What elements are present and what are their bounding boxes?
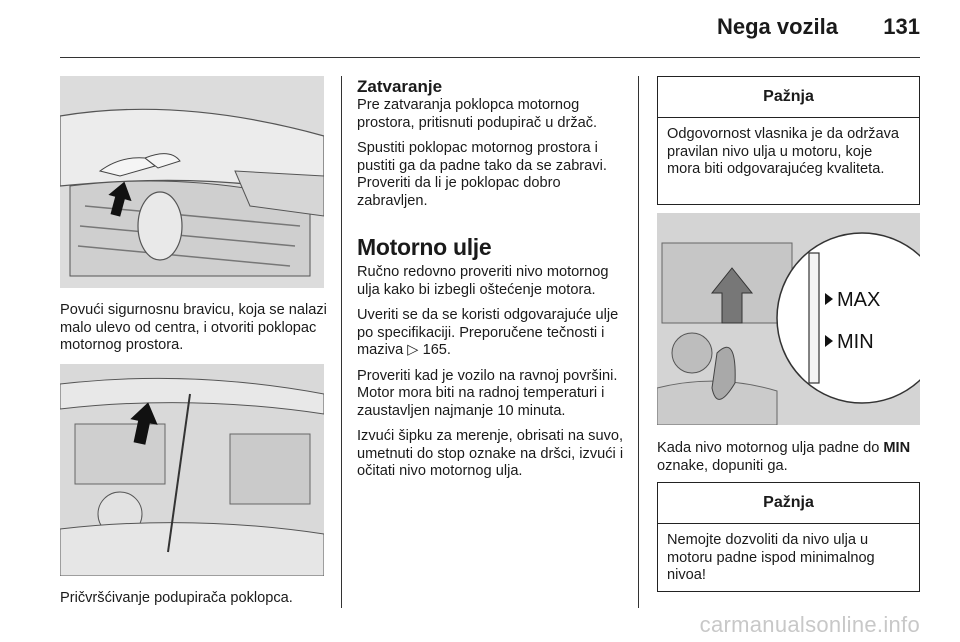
dipstick-figure (657, 213, 920, 425)
page-number: 131 (883, 14, 920, 39)
column-divider-2 (638, 76, 639, 608)
caution-box-2 (657, 482, 920, 592)
header-rule (60, 57, 920, 58)
oil-paragraph-3: Proveriti kad je vozilo na ravnoj površini. Motor mora biti na radnoj temperaturi i zaustavljen najmanje 10 minuta. (357, 367, 618, 419)
closing-text (357, 97, 629, 218)
heading-engine-oil: Motorno ulje (357, 234, 492, 260)
dipstick-min-label: MIN (837, 331, 874, 353)
heading-closing: Zatvaranje (357, 77, 443, 96)
watermark: carmanualsonline.info (699, 612, 920, 637)
engine-oil-text (357, 264, 629, 489)
caution-body-1: Odgovornost vlasnika je da održava pravilan nivo ulja u motoru, koje mora biti odgovarajućeg kvaliteta. (667, 126, 900, 177)
caution-title-1: Pažnja (658, 77, 919, 118)
caution-title-2: Pažnja (658, 483, 919, 524)
column-divider-1 (341, 76, 342, 608)
oil-paragraph-4: Izvući šipku za merenje, obrisati na suvo, umetnuti do stop oznake na dršci, izvući i očitati nivo motornog ulja. (357, 428, 624, 479)
hood-stay-figure (60, 364, 324, 576)
min-level-text: Kada nivo motornog ulja padne do MIN oznake, dopuniti ga. (657, 440, 911, 474)
caution-box-1 (657, 76, 920, 205)
min-keyword: MIN (883, 440, 911, 456)
closing-paragraph-2: Spustiti poklopac motornog prostora i pustiti ga da padne tako da se zabravi. Proveriti da li je poklopac dobro zabravljen. (357, 140, 607, 209)
closing-paragraph-1: Pre zatvaranja poklopca motornog prostora, pritisnuti podupirač u držač. (357, 97, 598, 131)
oil-paragraph-2: Uveriti se da se koristi odgovarajuće ulje po specifikaciji. Preporučene tečnosti i maziva ▷ 165. (357, 307, 619, 358)
oil-paragraph-1: Ručno redovno proveriti nivo motornog ulja kako bi izbegli oštećenje motora. (357, 264, 609, 298)
caption-hood-release: Povući sigurnosnu bravicu, koja se nalazi malo ulevo od centra, i otvoriti poklopac motornog prostora. (60, 302, 327, 353)
page-header-title: Nega vozila (716, 14, 838, 39)
caution-body-2: Nemojte dozvoliti da nivo ulja u motoru padne ispod minimalnog nivoa! (667, 532, 875, 583)
caption-hood-stay: Pričvršćivanje podupirača poklopca. (60, 590, 293, 606)
hood-release-figure (60, 76, 324, 288)
dipstick-max-label: MAX (837, 289, 881, 311)
page-reference-link[interactable]: 165. (422, 342, 451, 358)
page-reference-icon: ▷ (407, 342, 419, 358)
